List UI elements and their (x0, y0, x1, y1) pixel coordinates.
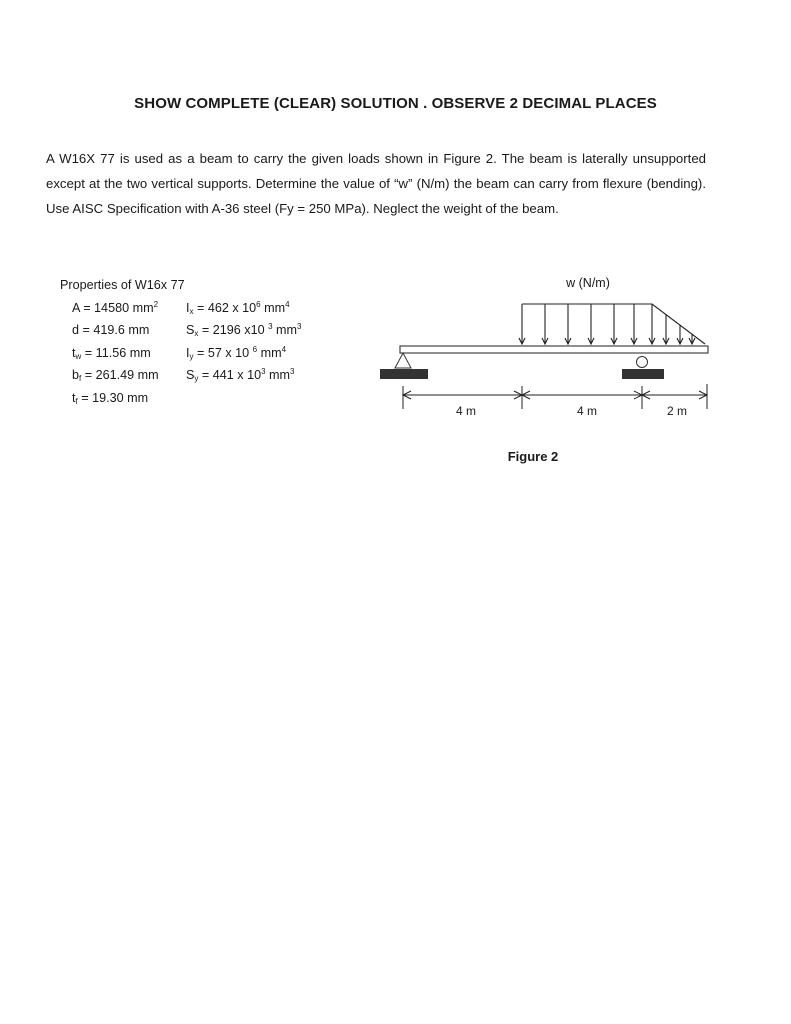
page-heading: SHOW COMPLETE (CLEAR) SOLUTION . OBSERVE 2 DECIMAL PLACES (134, 95, 657, 112)
property-superscript: 6 (252, 344, 258, 354)
property-subscript: x (194, 329, 199, 338)
pin-support (380, 353, 428, 379)
pin-support-base (380, 369, 428, 379)
beam (400, 346, 708, 353)
property-left: $b_f = 261.49$ mm (72, 368, 159, 383)
load-arrows (519, 304, 695, 344)
dimension-lines (403, 384, 707, 409)
span-label-1: 4 m (455, 404, 477, 418)
roller-circle (637, 357, 648, 368)
property-superscript: 3 (268, 322, 273, 331)
property-superscript: 4 (281, 344, 287, 354)
property-superscript: 3 (261, 367, 266, 376)
roller-support-base (622, 369, 664, 379)
span-label-3: 2 m (666, 404, 688, 418)
property-left: A = 14580 $mm^2$ (72, 299, 159, 315)
problem-statement: A W16X 77 is used as a beam to carry the given loads shown in Figure 2. The beam is laterally unsupported except at the two vertical supports. Determine the value of “w” (N/m) the beam can carry from flexure (bending). Use AISC Specification with A-36 steel (Fy = 250 MPa). Neglect the weight of the beam. (46, 151, 706, 216)
properties-title: Properties of W16x 77 (60, 278, 185, 292)
load-label: w (N/m) (566, 276, 610, 290)
distributed-load (519, 304, 705, 344)
property-subscript: y (194, 374, 199, 383)
property-left: d = 419.6 mm (72, 323, 150, 337)
property-subscript: f (79, 374, 82, 383)
property-right: $I_x = 462$ x $10^6$ $mm^4$ (186, 299, 290, 316)
property-row (60, 387, 185, 410)
figure-caption: Figure 2 (507, 449, 559, 464)
section-properties (60, 274, 302, 409)
property-left: $t_f = 19.30$ mm (72, 390, 149, 406)
property-right: $S_y = 441$ x $10^3$ $mm^3$ (186, 367, 295, 383)
roller-support (622, 357, 664, 380)
properties-table (60, 297, 302, 410)
pin-support-triangle (395, 353, 411, 368)
property-right: $S_x = 2196$ x10 $^3$ $mm^3$ (186, 322, 302, 338)
property-subscript: f (75, 396, 78, 406)
figure-2-beam-diagram (370, 262, 715, 472)
property-superscript: 3 (297, 322, 302, 331)
property-row (60, 342, 287, 365)
property-row (60, 319, 302, 342)
property-superscript: 4 (285, 299, 290, 309)
span-label-2: 4 m (576, 404, 598, 418)
property-row (60, 297, 290, 320)
property-superscript: 2 (153, 299, 159, 309)
property-left: $t_w = 11.56$ mm (72, 345, 151, 361)
property-row (60, 364, 295, 387)
property-subscript: x (189, 306, 194, 316)
property-superscript: 3 (290, 367, 295, 376)
property-superscript: 6 (256, 299, 261, 309)
property-right: $I_y = 57$ x 10 $^6$ $mm^4$ (186, 344, 287, 361)
property-subscript: y (189, 351, 194, 361)
property-subscript: w (75, 351, 82, 361)
